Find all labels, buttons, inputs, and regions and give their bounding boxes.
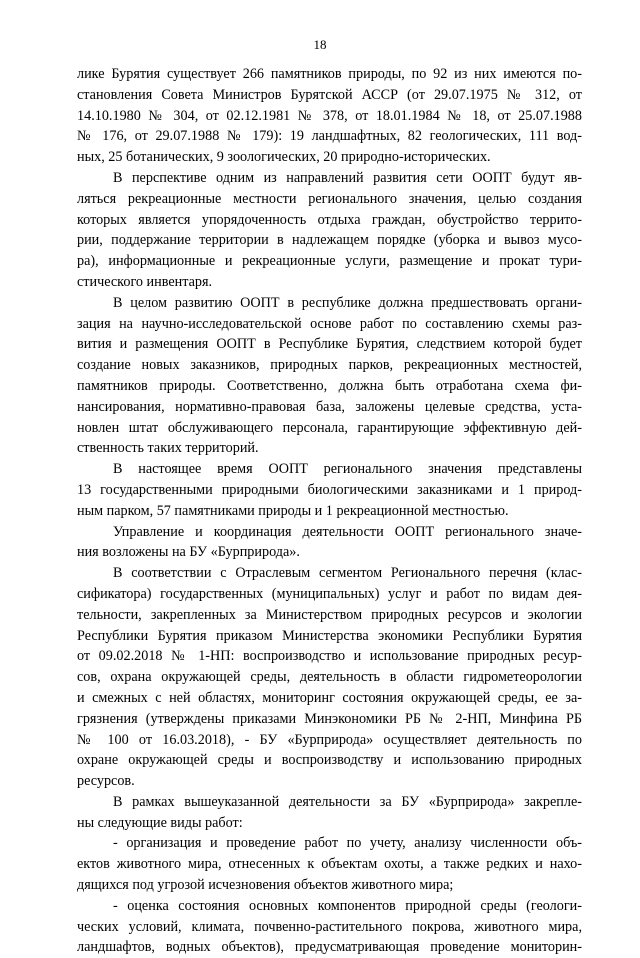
text-line: дящихся под угрозой исчезновения объектов животного мира;: [77, 877, 454, 894]
text-line: охране окружающей среды и воспроизводству и использованию природных: [77, 752, 582, 769]
text-line: становления Совета Министров Бурятской АССР (от 29.07.1975 № 312, от: [77, 86, 582, 103]
text-line: вития и размещения ООПТ в Республике Бурятия, следствием которой будет: [77, 336, 582, 353]
paragraph: [77, 563, 582, 792]
text-line: ектов животного мира, отнесенных к объектам охоты, а также редких и нахо-: [77, 856, 582, 873]
text-line: грязнения (утверждены приказами Минэкономики РБ № 2-НП, Минфина РБ: [77, 710, 582, 727]
text-line: ным парком, 57 памятниками природы и 1 рекреационной местностью.: [77, 502, 509, 519]
text-line: В соответствии с Отраслевым сегментом Регионального перечня (клас-: [113, 565, 582, 582]
text-line: новлен штат обслуживающего персонала, гарантирующие эффективную дей-: [77, 419, 582, 436]
text-line: создание новых заказников, природных парков, рекреационных местностей,: [77, 357, 582, 374]
paragraph: [77, 792, 582, 834]
text-line: № 100 от 16.03.2018), - БУ «Бурприрода» осуществляет деятельность по: [77, 731, 582, 748]
text-line: 14.10.1980 № 304, от 02.12.1981 № 378, от 18.01.1984 № 18, от 25.07.1988: [77, 107, 582, 124]
text-line: сификатора) государственных (муниципальных) услуг и работ по видам дея-: [77, 585, 582, 602]
paragraph: [77, 896, 582, 958]
paragraph: [77, 833, 582, 895]
text-line: рии, поддержание территории в надлежащем порядке (уборка и вывоз мусо-: [77, 232, 582, 249]
text-line: ных, 25 ботанических, 9 зоологических, 20 природно-исторических.: [77, 149, 491, 166]
text-line: от 09.02.2018 № 1-НП: воспроизводство и использование природных ресур-: [77, 648, 582, 665]
text-line: Республики Бурятия приказом Министерства экономики Республики Бурятия: [77, 627, 582, 644]
text-line: - оценка состояния основных компонентов природной среды (геологи-: [113, 897, 582, 914]
text-line: ческих условий, климата, почвенно-растительного покрова, животного мира,: [77, 918, 582, 935]
text-line: В целом развитию ООПТ в республике должна предшествовать органи-: [113, 294, 582, 311]
text-line: нансирования, нормативно-правовая база, заложены целевые средства, уста-: [77, 398, 582, 415]
paragraph: [77, 168, 582, 293]
text-line: 13 государственными природными биологическими заказниками и 1 природ-: [77, 481, 582, 498]
text-line: которых является упорядоченность отдыха граждан, обустройство террито-: [77, 211, 582, 228]
text-line: В рамках вышеуказанной деятельности за БУ «Бурприрода» закрепле-: [113, 793, 582, 810]
text-line: В настоящее время ООПТ регионального значения представлены: [113, 461, 582, 478]
text-line: ра), информационные и рекреационные услуги, размещение и прокат тури-: [77, 253, 582, 270]
paragraph: [77, 64, 582, 168]
document-body: [77, 64, 582, 958]
text-line: ственность таких территорий.: [77, 440, 259, 457]
text-line: и смежных с ней областях, мониторинг состояния окружающей среды, ее за-: [77, 689, 582, 706]
text-line: ны следующие виды работ:: [77, 814, 243, 831]
text-line: лике Бурятия существует 266 памятников природы, по 92 из них имеются по-: [77, 66, 582, 82]
page-number: 18: [313, 37, 327, 52]
text-line: ния возложены на БУ «Бурприрода».: [77, 544, 300, 561]
text-line: памятников природы. Соответственно, должна быть отработана схема фи-: [77, 377, 582, 394]
text-line: сов, охрана окружающей среды, деятельность в области гидрометеорологии: [77, 669, 582, 686]
text-line: В перспективе одним из направлений развития сети ООПТ будут яв-: [113, 169, 582, 186]
paragraph: [77, 522, 582, 564]
text-line: - организация и проведение работ по учету, анализу численности объ-: [113, 835, 582, 852]
text-line: ресурсов.: [77, 773, 135, 790]
text-line: № 176, от 29.07.1988 № 179): 19 ландшафтных, 82 геологических, 111 вод-: [77, 128, 582, 145]
text-line: Управление и координация деятельности ООПТ регионального значе-: [113, 523, 582, 540]
text-line: ляться рекреационные местности регионального значения, целью создания: [77, 190, 582, 207]
text-line: ландшафтов, водных объектов), предусматривающая проведение мониторин-: [77, 939, 582, 956]
text-line: стического инвентаря.: [77, 273, 213, 290]
text-line: зация на научно-исследовательской основе работ по составлению схемы раз-: [77, 315, 582, 332]
paragraph: [77, 459, 582, 521]
text-line: тельности, закрепленных за Министерством природных ресурсов и экологии: [77, 606, 582, 623]
paragraph: [77, 293, 582, 459]
